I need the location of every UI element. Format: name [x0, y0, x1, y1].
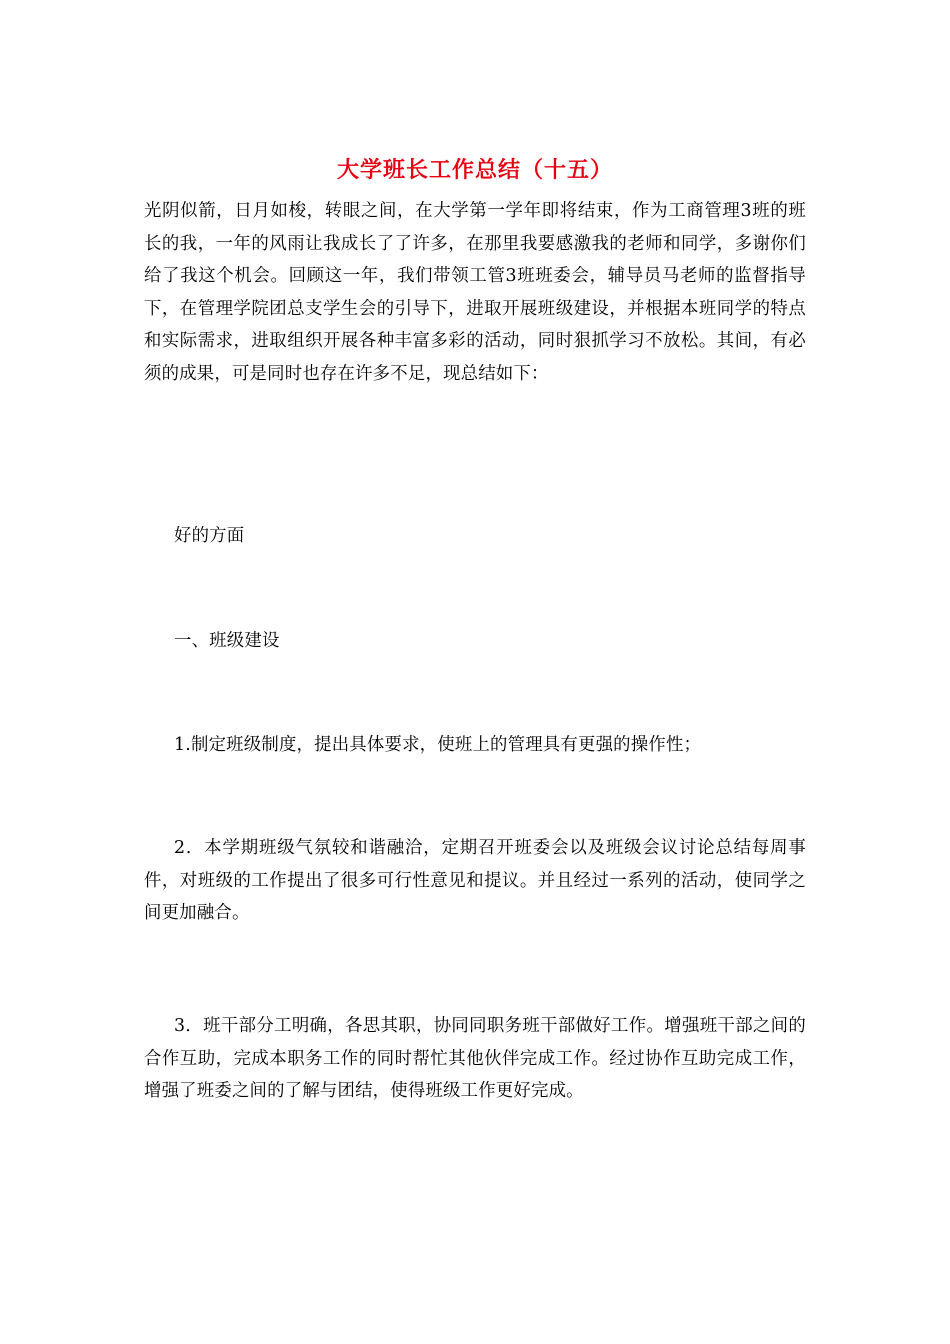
section-heading: 好的方面: [174, 526, 245, 546]
list-item-3: 3．班干部分工明确，各思其职，协同同职务班干部做好工作。增强班干部之间的合作互助，完成本职务工作的同时帮忙其他伙伴完成工作。经过协作互助完成工作，增强了班委之间的了解与团结，使得班级工作更好完成。: [144, 1016, 806, 1101]
document-title: 大学班长工作总结（十五）: [336, 157, 613, 183]
list-item-1: 1.制定班级制度，提出具体要求，使班上的管理具有更强的操作性；: [174, 735, 702, 755]
list-item-2: 2．本学期班级气氛较和谐融洽，定期召开班委会以及班级会议讨论总结每周事件，对班级的工作提出了很多可行性意见和提议。并且经过一系列的活动，使同学之间更加融合。: [144, 838, 806, 923]
subsection-heading: 一、班级建设: [174, 631, 280, 651]
intro-paragraph: 光阴似箭，日月如梭，转眼之间，在大学第一学年即将结束，作为工商管理3班的班长的我，一年的风雨让我成长了了许多，在那里我要感激我的老师和同学，多谢你们给了我这个机会。回顾这一年，我们带领工管3班班委会，辅导员马老师的监督指导下，在管理学院团总支学生会的引导下，进取开展班级建设，并根据本班同学的特点和实际需求，进取组织开展各种丰富多彩的活动，同时狠抓学习不放松。其间，有必须的成果，可是同时也存在许多不足，现总结如下：: [144, 201, 806, 384]
